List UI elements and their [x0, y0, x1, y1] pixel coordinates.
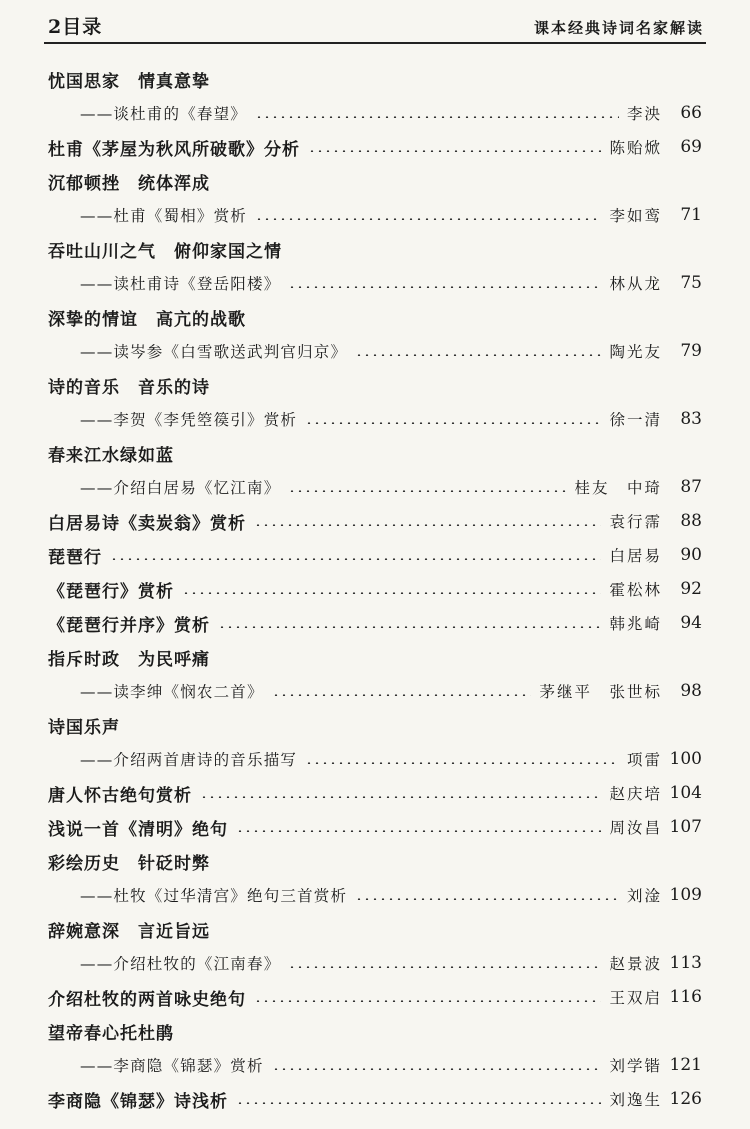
toc-entry-page: 88: [680, 511, 702, 531]
toc-entry-title: 深挚的情谊 高亢的战歌: [48, 309, 246, 330]
table-of-contents: [48, 62, 702, 1116]
toc-entry-author: 李泱: [626, 105, 662, 123]
toc-entry: [48, 776, 702, 810]
toc-entry: [48, 266, 702, 300]
toc-entry: [48, 742, 702, 776]
leader-dots: [236, 830, 601, 832]
leader-dots: [218, 626, 601, 628]
toc-entry: [48, 1082, 702, 1116]
toc-entry-author: 刘逸生: [609, 1091, 662, 1109]
toc-entry-title: ——读杜甫诗《登岳阳楼》: [80, 275, 281, 293]
toc-entry-page: 75: [680, 273, 702, 293]
toc-entry-page: 94: [680, 613, 702, 633]
toc-entry: [48, 980, 702, 1014]
toc-heading: [48, 1014, 702, 1048]
toc-entry: [48, 1048, 702, 1082]
toc-entry-title: 《琵琶行》赏析: [48, 581, 174, 602]
toc-entry-title: ——读岑参《白雪歌送武判官归京》: [80, 343, 348, 361]
toc-heading: [48, 62, 702, 96]
toc-entry: [48, 96, 702, 130]
leader-dots: [288, 966, 601, 968]
toc-entry-page: 87: [680, 477, 702, 497]
toc-entry-author: 周汝昌: [609, 819, 662, 837]
toc-heading: [48, 368, 702, 402]
leader-dots: [288, 490, 566, 492]
leader-dots: [255, 116, 619, 118]
toc-entry-author: 刘学锴: [609, 1057, 662, 1075]
page-header: [44, 12, 706, 44]
toc-entry-page: 83: [680, 409, 702, 429]
toc-heading: [48, 844, 702, 878]
toc-heading: [48, 164, 702, 198]
toc-entry-title: ——介绍杜牧的《江南春》: [80, 955, 281, 973]
leader-dots: [110, 558, 601, 560]
leader-dots: [355, 898, 619, 900]
leader-dots: [272, 694, 532, 696]
toc-heading: [48, 640, 702, 674]
leader-dots: [254, 524, 601, 526]
toc-entry-author: 陈贻焮: [609, 139, 662, 157]
toc-entry-title: 辞婉意深 言近旨远: [48, 921, 210, 942]
toc-entry-title: 琵琶行: [48, 547, 102, 568]
toc-entry-author: 韩兆崎: [609, 615, 662, 633]
leader-dots: [236, 1102, 601, 1104]
toc-entry: [48, 198, 702, 232]
toc-entry-author: 林从龙: [609, 275, 662, 293]
toc-entry: [48, 402, 702, 436]
toc-entry-title: ——介绍两首唐诗的音乐描写: [80, 751, 298, 769]
page-number-heading: 2目录: [48, 16, 103, 38]
toc-entry-title: 沉郁顿挫 统体浑成: [48, 173, 210, 194]
toc-entry: [48, 572, 702, 606]
toc-entry-author: 茅继平 张世标: [539, 683, 662, 701]
toc-entry: [48, 878, 702, 912]
toc-entry-title: 春来江水绿如蓝: [48, 445, 174, 466]
leader-dots: [308, 150, 601, 152]
toc-entry: [48, 674, 702, 708]
toc-entry-title: 《琵琶行并序》赏析: [48, 615, 210, 636]
toc-entry-author: 陶光友: [609, 343, 662, 361]
toc-entry-author: 刘淦: [626, 887, 662, 905]
toc-entry-page: 69: [680, 137, 702, 157]
toc-entry-title: 浅说一首《清明》绝句: [48, 819, 228, 840]
toc-entry-page: 107: [669, 817, 702, 837]
toc-entry-author: 桂友 中琦: [574, 479, 662, 497]
toc-entry-page: 98: [680, 681, 702, 701]
toc-entry-author: 赵景波: [609, 955, 662, 973]
toc-entry: [48, 470, 702, 504]
toc-entry-author: 项雷: [626, 751, 662, 769]
toc-entry-author: 白居易: [609, 547, 662, 565]
toc-entry-title: 李商隐《锦瑟》诗浅析: [48, 1091, 228, 1112]
toc-entry-page: 126: [669, 1089, 702, 1109]
toc-entry-author: 霍松林: [609, 581, 662, 599]
toc-entry: [48, 504, 702, 538]
toc-entry-title: ——李贺《李凭箜篌引》赏析: [80, 411, 298, 429]
toc-entry-title: ——李商隐《锦瑟》赏析: [80, 1057, 264, 1075]
toc-entry-title: 白居易诗《卖炭翁》赏析: [48, 513, 246, 534]
toc-entry: [48, 334, 702, 368]
leader-dots: [305, 422, 601, 424]
toc-entry-page: 66: [680, 103, 702, 123]
toc-entry-title: 忧国思家 情真意挚: [48, 71, 210, 92]
toc-entry-page: 79: [680, 341, 702, 361]
toc-entry: [48, 606, 702, 640]
toc-entry-title: ——杜牧《过华清宫》绝句三首赏析: [80, 887, 348, 905]
leader-dots: [272, 1068, 602, 1070]
toc-entry-author: 袁行霈: [609, 513, 662, 531]
toc-entry-author: 王双启: [609, 989, 662, 1007]
toc-heading: [48, 300, 702, 334]
toc-entry-author: 徐一清: [609, 411, 662, 429]
toc-entry-page: 71: [680, 205, 702, 225]
book-title: 课本经典诗词名家解读: [533, 19, 704, 37]
toc-entry-page: 116: [669, 987, 702, 1007]
toc-entry: [48, 538, 702, 572]
leader-dots: [200, 796, 601, 798]
toc-heading: [48, 436, 702, 470]
toc-entry-title: ——介绍白居易《忆江南》: [80, 479, 281, 497]
leader-dots: [355, 354, 601, 356]
toc-entry: [48, 130, 702, 164]
toc-entry-author: 赵庆培: [609, 785, 662, 803]
toc-entry-title: 指斥时政 为民呼痛: [48, 649, 210, 670]
toc-entry-page: 90: [680, 545, 702, 565]
toc-entry-title: 彩绘历史 针砭时弊: [48, 853, 210, 874]
toc-entry-title: ——读李绅《悯农二首》: [80, 683, 264, 701]
leader-dots: [254, 1000, 601, 1002]
toc-entry: [48, 810, 702, 844]
toc-heading: [48, 912, 702, 946]
toc-entry-author: 李如鸾: [609, 207, 662, 225]
toc-entry: [48, 946, 702, 980]
toc-entry-title: 望帝春心托杜鹃: [48, 1023, 174, 1044]
toc-entry-title: ——谈杜甫的《春望》: [80, 105, 248, 123]
toc-entry-page: 121: [669, 1055, 702, 1075]
leader-dots: [182, 592, 601, 594]
toc-entry-title: 吞吐山川之气 俯仰家国之情: [48, 241, 282, 262]
leader-dots: [255, 218, 601, 220]
toc-entry-title: 杜甫《茅屋为秋风所破歌》分析: [48, 139, 300, 160]
toc-entry-title: ——杜甫《蜀相》赏析: [80, 207, 248, 225]
toc-entry-title: 介绍杜牧的两首咏史绝句: [48, 989, 246, 1010]
toc-entry-page: 113: [669, 953, 702, 973]
toc-entry-page: 92: [680, 579, 702, 599]
leader-dots: [288, 286, 601, 288]
toc-heading: [48, 708, 702, 742]
toc-entry-page: 100: [669, 749, 702, 769]
toc-entry-title: 唐人怀古绝句赏析: [48, 785, 192, 806]
toc-entry-page: 109: [669, 885, 702, 905]
toc-entry-title: 诗的音乐 音乐的诗: [48, 377, 210, 398]
toc-entry-title: 诗国乐声: [48, 717, 120, 738]
leader-dots: [305, 762, 619, 764]
toc-entry-page: 104: [669, 783, 702, 803]
toc-heading: [48, 232, 702, 266]
